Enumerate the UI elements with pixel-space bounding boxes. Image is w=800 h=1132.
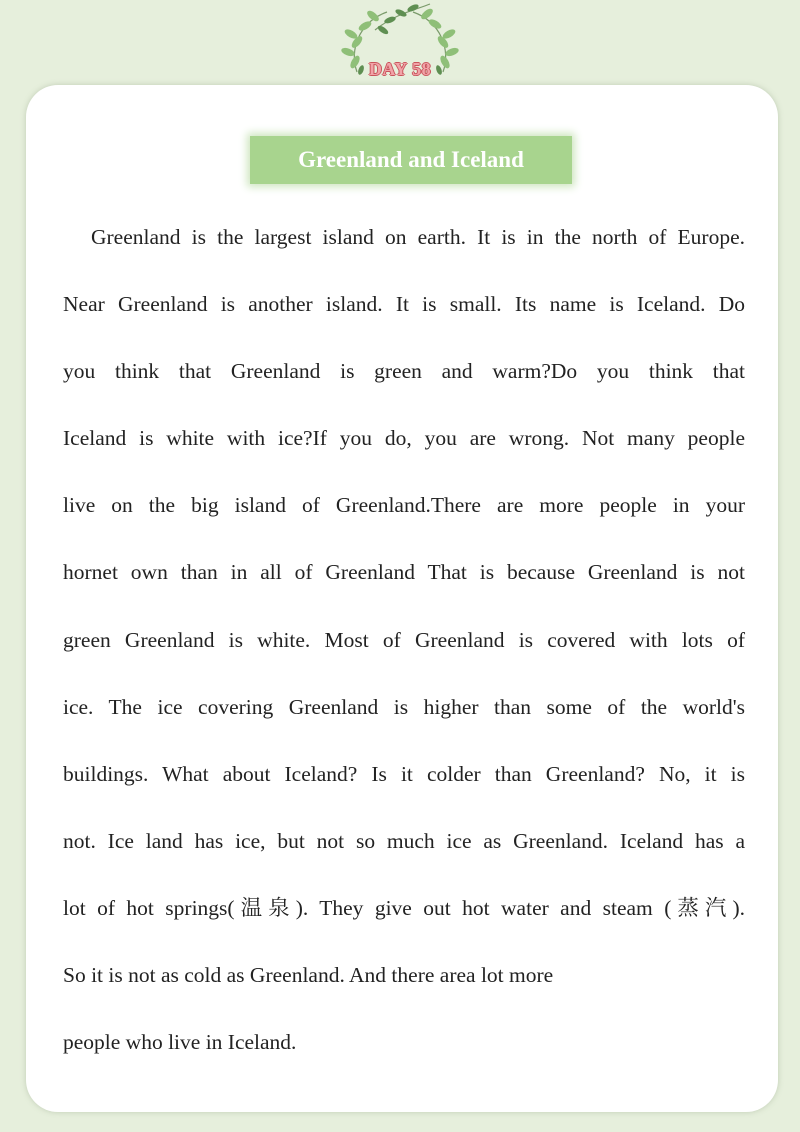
text-line: So it is not as cold as Greenland. And there area lot more [63, 963, 554, 988]
text-line: hornet own than in all of Greenland That is because Greenland is not [63, 560, 745, 585]
article-body [63, 204, 745, 1076]
text-line: you think that Greenland is green and warm?Do you think that [63, 359, 745, 384]
text-line: people who live in Iceland. [63, 1030, 297, 1055]
text-line: ice. The ice covering Greenland is higher than some of the world's [63, 694, 745, 719]
text-line: lot of hot springs(温泉). They give out hot water and steam (蒸汽). [63, 895, 745, 920]
day-badge: DAY 58 [368, 59, 432, 79]
text-line: Iceland is white with ice?If you do, you are wrong. Not many people [63, 426, 745, 451]
text-line: green Greenland is white. Most of Greenland is covered with lots of [63, 627, 745, 652]
text-line: Near Greenland is another island. It is small. Its name is Iceland. Do [63, 292, 745, 317]
page-title: Greenland and Iceland [250, 136, 572, 184]
text-line: live on the big island of Greenland.There are more people in your [63, 493, 745, 518]
text-line: buildings. What about Iceland? Is it colder than Greenland? No, it is [63, 761, 745, 786]
text-line: not. Ice land has ice, but not so much ice as Greenland. Iceland has a [63, 828, 745, 853]
text-line: Greenland is the largest island on earth. It is in the north of Europe. [91, 225, 745, 249]
